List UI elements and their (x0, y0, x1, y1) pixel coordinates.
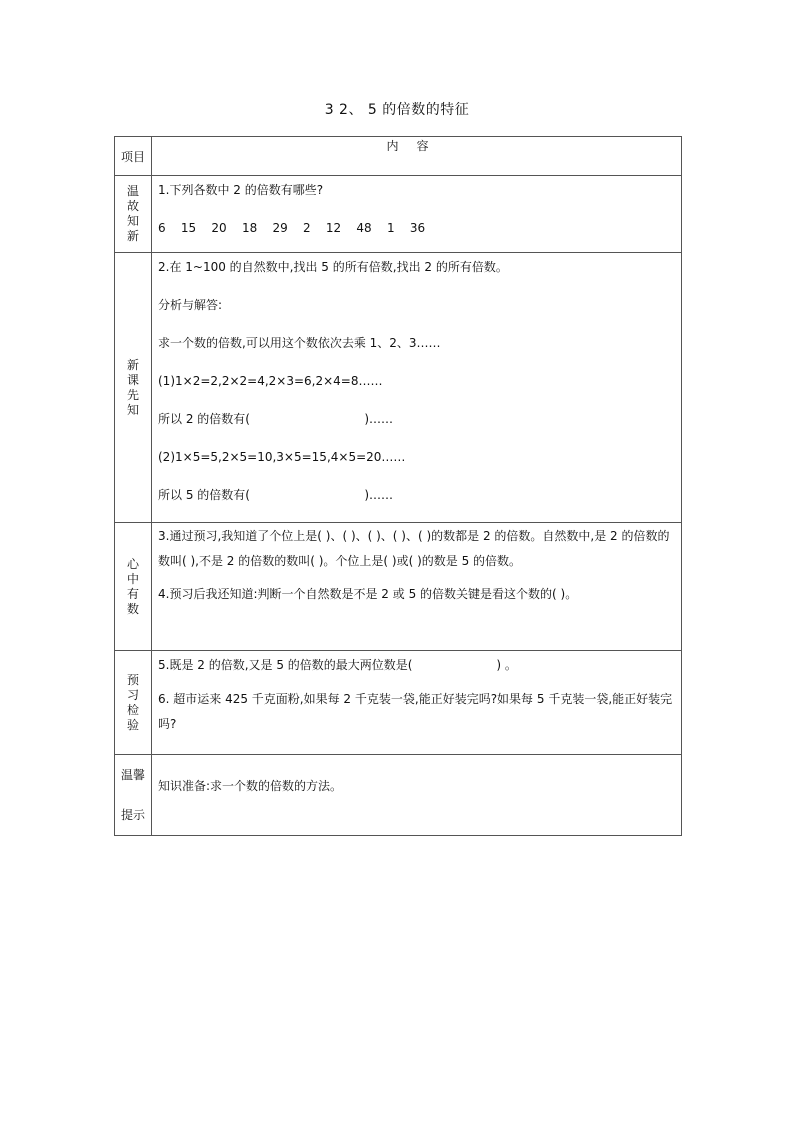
row-new-lesson (115, 253, 682, 523)
row-label-top: 温馨 (120, 768, 145, 782)
row-label-cell (115, 755, 152, 836)
header-content-label: 内容 (386, 139, 447, 153)
question-6: 6. 超市运来 425 千克面粉,如果每 2 千克装一袋,能正好装完吗?如果每 5 千克装一袋,能正好装完吗? (158, 692, 673, 731)
calc-2: (1)1×2=2,2×2=4,2×3=6,2×4=8…… (158, 374, 383, 388)
row-content-cell (152, 176, 682, 253)
row-understanding (115, 523, 682, 651)
question-1: 1.下列各数中 2 的倍数有哪些? (158, 183, 324, 197)
calc-5: (2)1×5=5,2×5=10,3×5=15,4×5=20…… (158, 450, 406, 464)
question-5: 5.既是 2 的倍数,又是 5 的倍数的最大两位数是( ) 。 (158, 658, 517, 672)
row-label-cell (115, 651, 152, 755)
header-content-cell (152, 137, 682, 176)
row-content-cell (152, 253, 682, 523)
row-content-cell (152, 651, 682, 755)
question-2: 2.在 1~100 的自然数中,找出 5 的所有倍数,找出 2 的所有倍数。 (158, 260, 508, 274)
analysis-heading: 分析与解答: (158, 298, 223, 312)
number-list: 6 15 20 18 29 2 12 48 1 36 (158, 221, 426, 235)
row-label: 温故知新 (126, 184, 139, 243)
header-row (115, 137, 682, 176)
header-item-label: 项目 (120, 149, 145, 164)
question-4: 4.预习后我还知道:判断一个自然数是不是 2 或 5 的倍数关键是看这个数的( )。 (158, 587, 578, 601)
row-label-cell (115, 176, 152, 253)
header-item-cell (115, 137, 152, 176)
method-text: 求一个数的倍数,可以用这个数依次去乘 1、2、3…… (158, 336, 441, 350)
row-label-bottom: 提示 (120, 808, 145, 822)
row-tips (115, 755, 682, 836)
row-preview-check (115, 651, 682, 755)
row-label: 预习检验 (126, 672, 139, 732)
row-content-cell (152, 755, 682, 836)
question-3: 3.通过预习,我知道了个位上是( )、( )、( )、( )、( )的数都是 2 的倍数。自然数中,是 2 的倍数的数叫( ),不是 2 的倍数的数叫( )。个位上是( )或( )的数是 5 的倍数。 (158, 529, 670, 568)
row-label-cell (115, 523, 152, 651)
multiples-of-5-blank: 所以 5 的倍数有( )…… (158, 488, 394, 502)
row-label-cell (115, 253, 152, 523)
row-label: 心中有数 (126, 556, 139, 616)
tip-text: 知识准备:求一个数的倍数的方法。 (158, 779, 343, 793)
multiples-of-2-blank: 所以 2 的倍数有( )…… (158, 412, 394, 426)
row-review (115, 176, 682, 253)
row-label: 新课先知 (126, 357, 139, 417)
page-title: 3 2、 5 的倍数的特征 (324, 102, 470, 118)
preview-worksheet-table (114, 136, 682, 836)
row-content-cell (152, 523, 682, 651)
